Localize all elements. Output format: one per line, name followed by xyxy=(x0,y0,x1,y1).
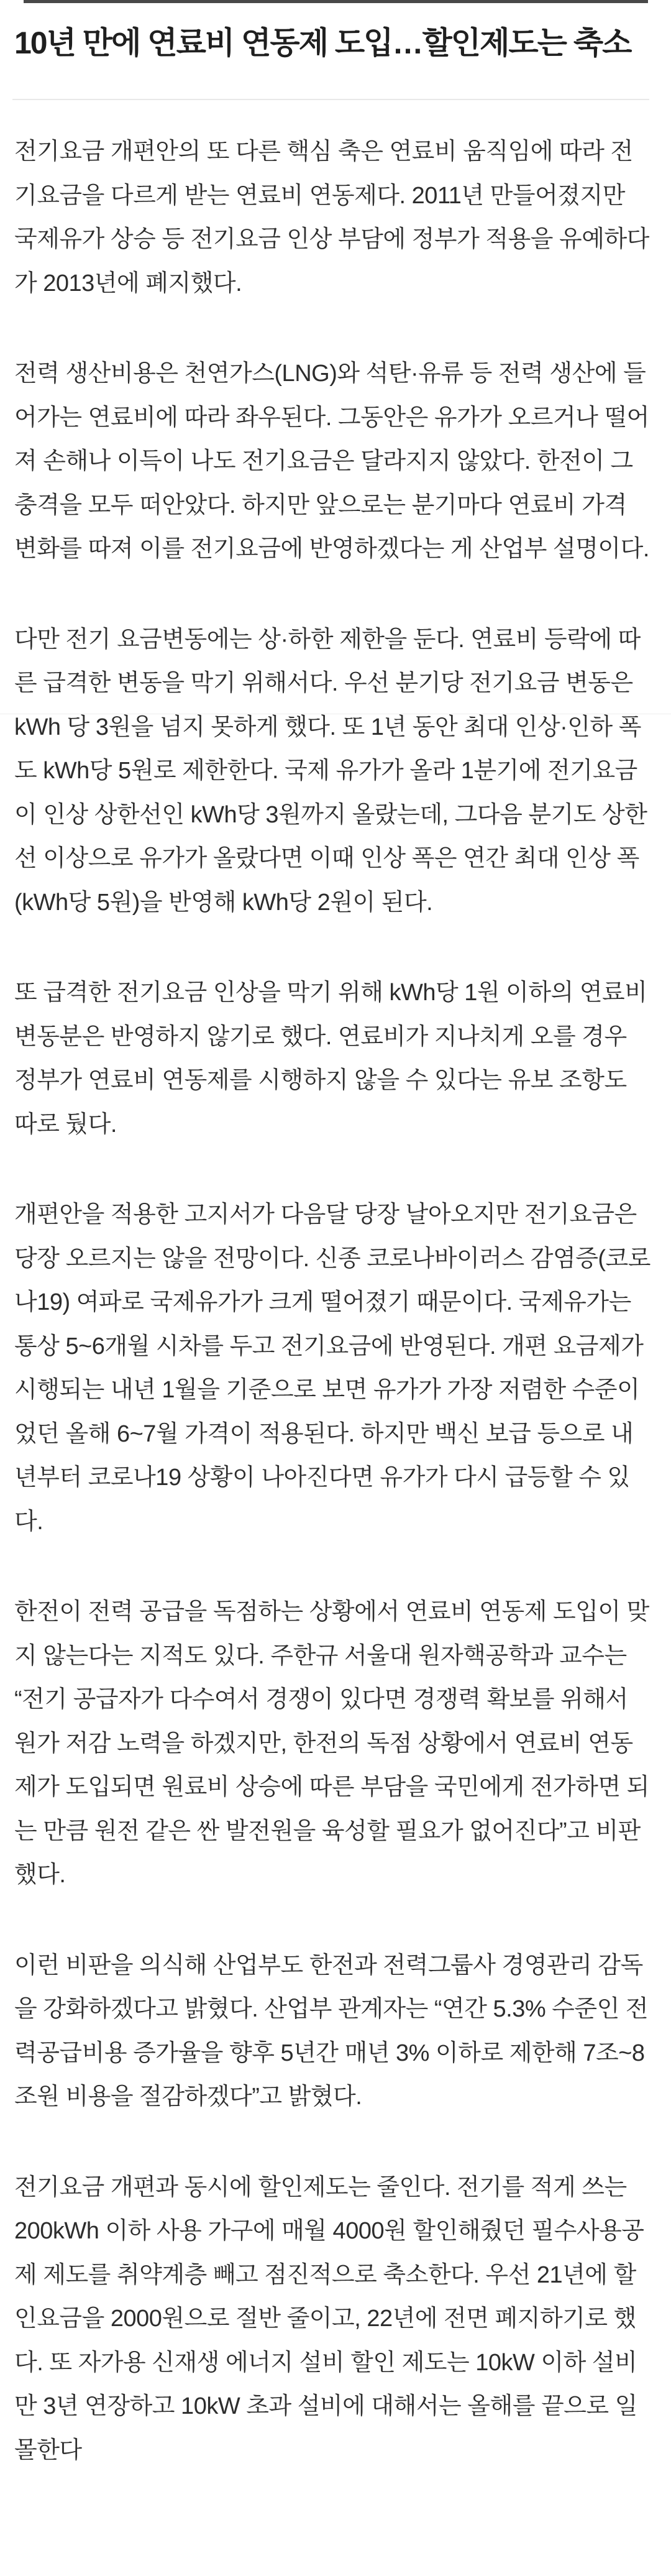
article-paragraph: 다만 전기 요금변동에는 상·하한 제한을 둔다. 연료비 등락에 따른 급격한 변동을 막기 위해서다. 우선 분기당 전기요금 변동은 kWh 당 3원을 넘지 못하게 했다. 또 1년 동안 최대 인상·인하 폭도 kWh당 5원로 제한한다. 국제 유가가 올라 1분기에 전기요금이 인상 상한선인 kWh당 3원까지 올랐는데, 그다음 분기도 상한선 이상으로 유가가 올랐다면 이때 인상 폭은 연간 최대 인상 폭(kWh당 5원)을 반영해 kWh당 2원이 된다. xyxy=(14,626,647,916)
top-border-bar xyxy=(24,0,648,3)
article-paragraph: 개편안을 적용한 고지서가 다음달 당장 날아오지만 전기요금은 당장 오르지는 않을 전망이다. 신종 코로나바이러스 감염증(코로나19) 여파로 국제유가가 크게 떨어졌기 때문이다. 국제유가는 통상 5~6개월 시차를 두고 전기요금에 반영된다. 개편 요금제가 시행되는 내년 1월을 기준으로 보면 유가가 가장 저렴한 수준이었던 올해 6~7월 가격이 적용된다. 하지만 백신 보급 등으로 내년부터 코로나19 상황이 나아진다면 유가가 다시 급등할 수 있다. xyxy=(14,1202,650,1535)
article-paragraph: 이런 비판을 의식해 산업부도 한전과 전력그룹사 경영관리 감독을 강화하겠다고 밝혔다. 산업부 관계자는 “연간 5.3% 수준인 전력공급비용 증가율을 향후 5년간 매년 3% 이하로 제한해 7조~8조원 비용을 절감하겠다”고 밝혔다. xyxy=(14,1952,649,2110)
article-paragraph: 한전이 전력 공급을 독점하는 상황에서 연료비 연동제 도입이 맞지 않는다는 지적도 있다. 주한규 서울대 원자핵공학과 교수는 “전기 공급자가 다수여서 경쟁이 있다면 경쟁력 확보를 위해서 원가 저감 노력을 하겠지만, 한전의 독점 상황에서 연료비 연동제가 도입되면 원료비 상승에 따른 부담을 국민에게 전가하면 되는 만큼 원전 같은 싼 발전원을 육성할 필요가 없어진다”고 비판했다. xyxy=(14,1599,649,1888)
article-paragraph: 전력 생산비용은 천연가스(LNG)와 석탄·유류 등 전력 생산에 들어가는 연료비에 따라 좌우된다. 그동안은 유가가 오르거나 떨어져 손해나 이득이 나도 전기요금은 달라지지 않았다. 한전이 그 충격을 모두 떠안았다. 하지만 앞으로는 분기마다 연료비 가격 변화를 따져 이를 전기요금에 반영하겠다는 게 산업부 설명이다. xyxy=(14,361,649,562)
article-paragraph: 전기요금 개편과 동시에 할인제도는 줄인다. 전기를 적게 쓰는 200kWh 이하 사용 가구에 매월 4000원 할인해줬던 필수사용공제 제도를 취약계층 빼고 점진적으로 축소한다. 우선 21년에 할인요금을 2000원으로 절반 줄이고, 22년에 전면 폐지하기로 했다. 또 자가용 신재생 에너지 설비 할인 제도는 10kW 이하 설비만 3년 연장하고 10kW 초과 설비에 대해서는 올해를 끝으로 일몰한다 xyxy=(14,2174,644,2463)
article-paragraph: 전기요금 개편안의 또 다른 핵심 축은 연료비 움직임에 따라 전기요금을 다르게 받는 연료비 연동제다. 2011년 만들어졌지만 국제유가 상승 등 전기요금 인상 부담에 정부가 적용을 유예하다가 2013년에 폐지했다. xyxy=(14,139,649,297)
article-body xyxy=(14,130,652,2472)
title-divider xyxy=(12,99,649,100)
article-paragraph: 또 급격한 전기요금 인상을 막기 위해 kWh당 1원 이하의 연료비 변동분은 반영하지 않기로 했다. 연료비가 지나치게 오를 경우 정부가 연료비 연동제를 시행하지 않을 수 있다는 유보 조항도 따로 뒀다. xyxy=(14,980,647,1138)
article-title: 10년 만에 연료비 연동제 도입…할인제도는 축소 xyxy=(14,25,631,60)
